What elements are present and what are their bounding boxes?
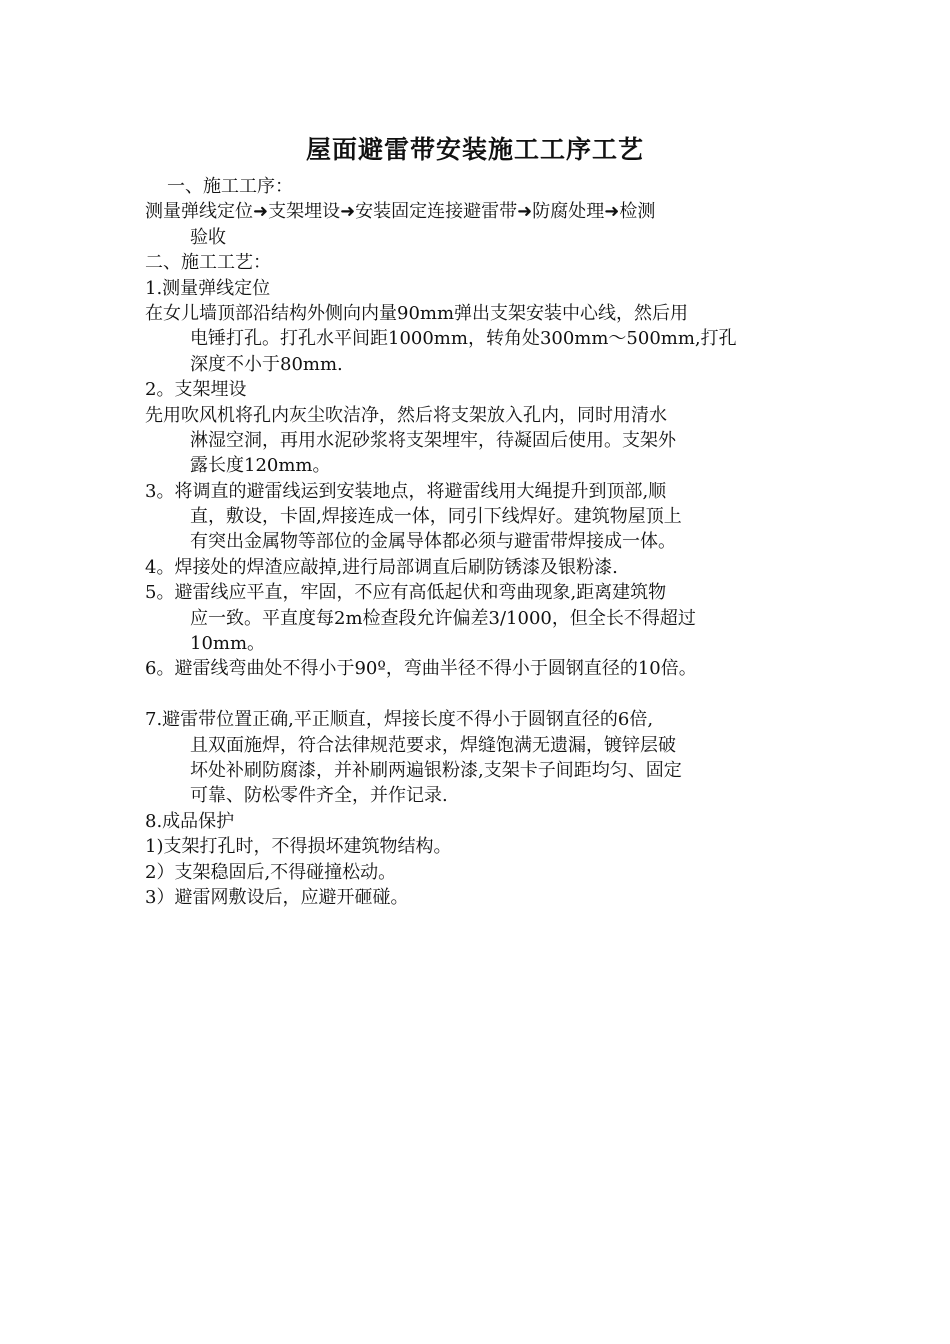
paragraph-line: 电锤打孔。打孔水平间距1000mm，转角处300mm～500mm,打孔 [190, 328, 737, 350]
paragraph-line: 淋湿空洞，再用水泥砂浆将支架埋牢，待凝固后使用。支架外 [190, 429, 676, 451]
paragraph-line: 有突出金属物等部位的金属导体都必须与避雷带焊接成一体。 [190, 531, 676, 553]
paragraph-line: 5。避雷线应平直，牢固，不应有高低起伏和弯曲现象,距离建筑物 [145, 582, 667, 604]
list-item: 1)支架打孔时，不得损坏建筑物结构。 [145, 836, 452, 858]
paragraph-line: 在女儿墙顶部沿结构外侧向内量90mm弹出支架安装中心线，然后用 [145, 302, 689, 324]
paragraph-line: 深度不小于80mm. [190, 353, 343, 375]
paragraph-line: 可靠、防松零件齐全，并作记录. [190, 785, 448, 807]
paragraph-line: 4。焊接处的焊渣应敲掉,进行局部调直后刷防锈漆及银粉漆. [145, 556, 618, 578]
paragraph-line: 露长度120mm。 [190, 455, 331, 477]
paragraph-line: 应一致。平直度每2m检查段允许偏差3/1000，但全长不得超过 [190, 607, 696, 629]
document-title: 屋面避雷带安装施工工序工艺 [305, 135, 644, 164]
section-heading-procedure: 一、施工工序： [167, 176, 293, 197]
paragraph-line: 直，敷设，卡固,焊接连成一体，同引下线焊好。建筑物屋顶上 [190, 506, 682, 528]
paragraph-line: 验收 [190, 226, 226, 248]
paragraph-line: 10mm。 [190, 633, 266, 655]
paragraph-line: 坏处补刷防腐漆，并补刷两遍银粉漆,支架卡子间距均匀、固定 [190, 759, 682, 781]
item-heading: 1.测量弹线定位 [145, 277, 271, 299]
blank-line [145, 682, 825, 707]
document-body [145, 174, 825, 910]
item-heading: 8.成品保护 [145, 810, 235, 832]
section-heading-process: 二、施工工艺： [145, 252, 271, 274]
paragraph-line: 先用吹风机将孔内灰尘吹洁净，然后将支架放入孔内，同时用清水 [145, 404, 667, 426]
item-heading: 2。支架埋设 [145, 379, 247, 401]
list-item: 3）避雷网敷设后，应避开砸碰。 [145, 886, 409, 908]
paragraph-line: 测量弹线定位➜支架埋设➜安装固定连接避雷带➜防腐处理➜检测 [145, 201, 656, 223]
paragraph-line: 6。避雷线弯曲处不得小于90º，弯曲半径不得小于圆钢直径的10倍。 [145, 658, 697, 680]
paragraph-line: 3。将调直的避雷线运到安装地点，将避雷线用大绳提升到顶部,顺 [145, 480, 667, 502]
paragraph-line: 7.避雷带位置正确,平正顺直，焊接长度不得小于圆钢直径的6倍, [145, 709, 654, 731]
paragraph-line: 且双面施焊，符合法律规范要求，焊缝饱满无遗漏，镀锌层破 [190, 734, 676, 756]
list-item: 2）支架稳固后,不得碰撞松动。 [145, 861, 397, 883]
